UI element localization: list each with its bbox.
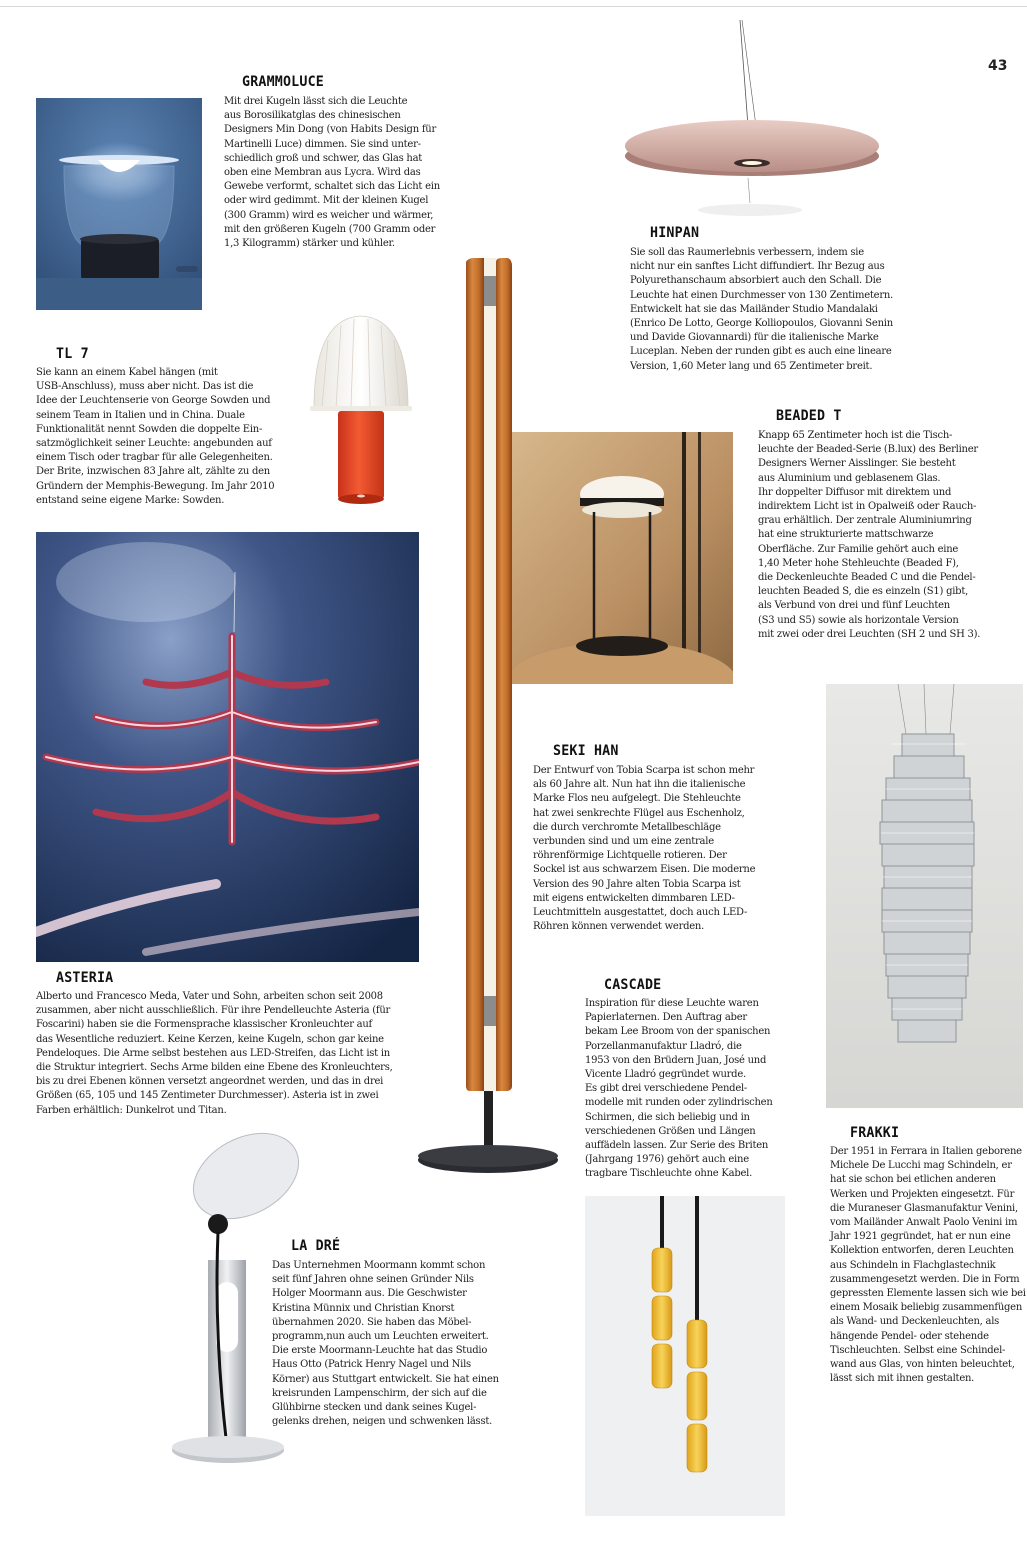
frakki-photo <box>826 684 1023 1108</box>
seki-han-title: SEKI HAN <box>553 743 619 759</box>
asteria-title: ASTERIA <box>56 970 114 986</box>
seki-han-text: Der Entwurf von Tobia Scarpa ist schon mehr als 60 Jahre alt. Nun hat ihn die italienische Marke Flos neu aufgelegt. Die Stehleuchte hat zwei senkrechte Flügel aus Eschenholz, die durch verchromte Metallbeschläge verbunden sind und um eine zentrale röhrenförmige Lichtquelle rotieren. Der Sockel ist aus schwarzem Eisen. Die moderne Version des 90 Jahre alten Tobia Scarpa ist mit eigens entwickelten dimmbaren LED- Leuchtmitteln ausgestattet, doch auch LED- Röhren können verwendet werden. <box>533 765 756 933</box>
tl7-title: TL 7 <box>56 346 89 362</box>
asteria-text: Alberto und Francesco Meda, Vater und Sohn, arbeiten schon seit 2008 zusammen, aber nicht ausschließlich. Für ihre Pendelleuchte Asteria (für Foscarini) haben sie die Formensprache klassischer Kronleuchter auf das Wesentliche reduziert. Keine Kerzen, keine Kugeln, schon gar keine Pendeloques. Die Arme selbst bestehen aus LED-Streifen, das Licht ist in die Struktur integriert. Sechs Arme bilden eine Ebene des Kronleuchters, bis zu drei Ebenen können versetzt angeordnet werden, und das in drei Größen (65, 105 und 145 Zentimeter Durchmesser). Asteria ist in zwei Farben erhältlich: Dunkelrot und Titan. <box>36 991 393 1116</box>
beaded-t-photo <box>512 432 733 684</box>
grammoluce-text: Mit drei Kugeln lässt sich die Leuchte aus Borosilikatglas des chinesischen Designers Min Dong (von Habits Design für Martinelli Luce) dimmen. Sie sind unter- schiedlich groß und schwer, das Glas hat oben eine Membran aus Lycra. Wird das Gewebe verformt, schaltet sich das Licht ein oder wird gedimmt. Mit der kleinen Kugel (300 Gramm) wird es weicher und wärmer, mit den größeren Kugeln (700 Gramm oder 1,3 Kilogramm) stärker und kühler. <box>224 96 440 250</box>
asteria-photo <box>36 532 419 962</box>
la-dre-text: Das Unternehmen Moormann kommt schon seit fünf Jahren ohne seinen Gründer Nils Holger Moormann aus. Die Geschwister Kristina Münnix und Christian Knorst übernahmen 2020. Sie haben das Möbel- programm,nun auch um Leuchten erweitert. Die erste Moormann-Leuchte hat das Studio Haus Otto (Patrick Henry Nagel und Nils Körner) aus Stuttgart entwickelt. Sie hat einen kreisrunden Lampenschirm, der sich auf die Glühbirne stecken und dank seines Kugel- gelenks drehen, neigen und schwenken lässt. <box>272 1260 499 1428</box>
page-number: 43 <box>988 58 1008 74</box>
seki-han-photo <box>414 256 562 1178</box>
hinpan-photo <box>622 18 884 224</box>
grammoluce-title: GRAMMOLUCE <box>242 74 324 90</box>
cascade-text: Inspiration für diese Leuchte waren Papierlaternen. Den Auftrag aber bekam Lee Broom von der spanischen Porzellanmanufaktur Lladró, die 1953 von den Brüdern Juan, José und Vicente Lladró gegründet wurde. Es gibt drei verschiedene Pendel- modelle mit runden oder zylindrischen Schirmen, die sich beliebig und in verschiedenen Größen und Längen auffädeln lassen. Zur Serie des Briten (Jahrgang 1976) gehört auch eine tragbare Tischleuchte ohne Kabel. <box>585 998 773 1180</box>
top-rule <box>0 6 1027 7</box>
la-dre-title: LA DRÉ <box>291 1238 341 1254</box>
hinpan-title: HINPAN <box>650 225 700 241</box>
tl7-photo <box>308 310 414 510</box>
cascade-photo <box>585 1196 785 1516</box>
beaded-t-title: BEADED T <box>776 408 842 424</box>
tl7-text: Sie kann an einem Kabel hängen (mit USB-Anschluss), muss aber nicht. Das ist die Idee der Leuchtenserie von George Sowden und seinem Team in Italien und in China. Duale Funktionalität nennt Sowden die doppelte Ein- satzmöglichkeit seiner Leuchte: angebunden auf einem Tisch oder tragbar für alle Gelegenheiten. Der Brite, inzwischen 83 Jahre alt, zählte zu den Gründern der Memphis-Bewegung. Im Jahr 2010 entstand seine eigene Marke: Sowden. <box>36 367 275 506</box>
frakki-title: FRAKKI <box>850 1125 900 1141</box>
beaded-t-text: Knapp 65 Zentimeter hoch ist die Tisch- leuchte der Beaded-Serie (B.lux) des Berliner Designers Werner Aisslinger. Sie besteht aus Aluminium und geblasenem Glas. Ihr doppelter Diffusor mit direktem und indirektem Licht ist in Opalweiß oder Rauch- grau erhältlich. Der zentrale Aluminiumring hat eine strukturierte mattschwarze Oberfläche. Zur Familie gehört auch eine 1,40 Meter hohe Stehleuchte (Beaded F), die Deckenleuchte Beaded C und die Pendel- leuchten Beaded S, die es einzeln (S1) gibt, als Verbund von drei und fünf Leuchten (S3 und S5) sowie als horizontale Version mit zwei oder drei Leuchten (SH 2 und SH 3). <box>758 430 981 640</box>
hinpan-text: Sie soll das Raumerlebnis verbessern, indem sie nicht nur ein sanftes Licht diffundiert. Ihr Bezug aus Polyurethanschaum absorbiert auch den Schall. Die Leuchte hat einen Durchmesser von 130 Zentimetern. Entwickelt hat sie das Mailänder Studio Mandalaki (Enrico De Lotto, George Kolliopoulos, Giovanni Senin und Davide Giovannardi) für die italienische Marke Luceplan. Neben der runden gibt es auch eine lineare Version, 1,60 Meter lang und 65 Zentimeter breit. <box>630 247 893 372</box>
cascade-title: CASCADE <box>604 977 662 993</box>
grammoluce-photo <box>36 98 202 310</box>
frakki-text: Der 1951 in Ferrara in Italien geborene Michele De Lucchi mag Schindeln, er hat sie schon bei etlichen anderen Werken und Projekten eingesetzt. Für die Muraneser Glasmanufaktur Venini, vom Mailänder Anwalt Paolo Venini im Jahr 1921 gegründet, hat er nun eine Kollektion entworfen, deren Leuchten aus Schindeln in Flachglastechnik zusammengesetzt werden. Die in Form gepressten Elemente lassen sich wie bei einem Mosaik beliebig zusammenfügen als Wand- und Deckenleuchten, als hängende Pendel- oder stehende Tischleuchten. Selbst eine Schindel- wand aus Glas, von hinten beleuchtet, lässt sich mit ihnen gestalten. <box>830 1146 1026 1385</box>
